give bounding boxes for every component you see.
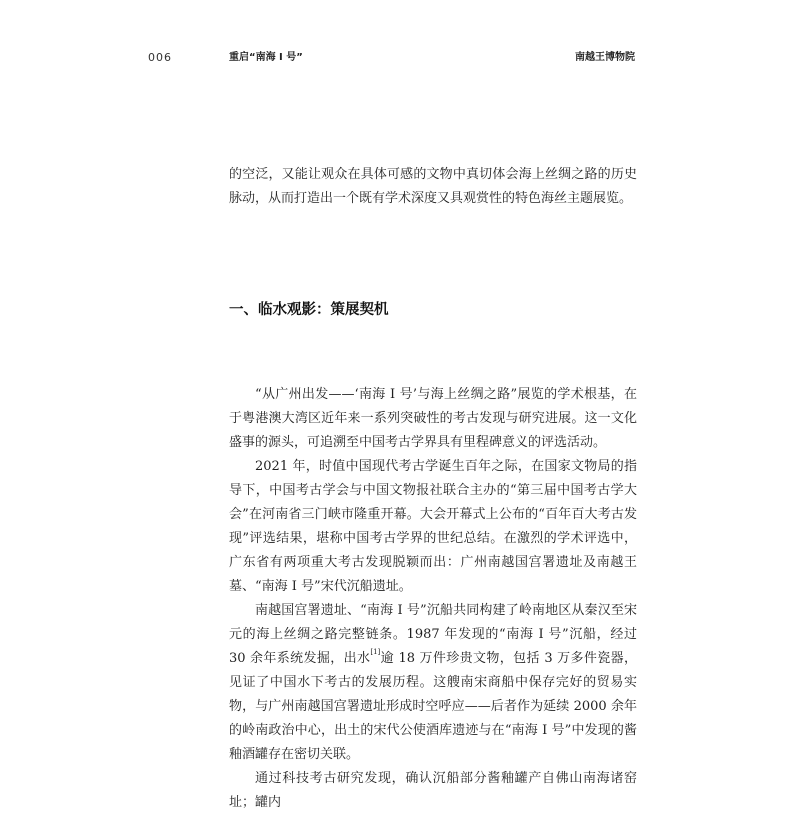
paragraph-3-part-2: 逾 18 万件珍贵文物，包括 3 万多件瓷器，见证了中国水下考古的发展历程。这艘南宋商船中保存完好的贸易实物，与广州南越国宫署遗址形成时空呼应——后者作为延续 2000 余年的岭南政治中心，出土的宋代公使酒库遗迹与在“南海 I 号”中发现的酱釉酒罐存在密切关联。	[229, 651, 637, 762]
section-heading: 一、临水观影：策展契机	[229, 302, 389, 318]
main-text-block	[229, 383, 637, 815]
footnote-mark[interactable]: [1]	[370, 648, 381, 656]
running-organization: 南越王博物院	[575, 52, 635, 63]
paragraph-2: 2021 年，时值中国现代考古学诞生百年之际，在国家文物局的指导下，中国考古学会与中国文物报社联合主办的“第三届中国考古学大会”在河南省三门峡市隆重开幕。大会开幕式上公布的“百年百大考古发现”评选结果，堪称中国考古学界的世纪总结。在激烈的学术评选中，广东省有两项重大考古发现脱颖而出：广州南越国宫署遗址及南越王墓、“南海 I 号”宋代沉船遗址。	[229, 459, 637, 594]
paragraph-3-part-1: 南越国宫署遗址、“南海 I 号”沉船共同构建了岭南地区从秦汉至宋元的海上丝绸之路完整链条。1987 年发现的“南海 I 号”沉船，经过 30 余年系统发掘，出水	[229, 603, 637, 666]
running-title: 重启“南海 I 号”	[229, 52, 303, 63]
paragraph-4: 通过科技考古研究发现，确认沉船部分酱釉罐产自佛山南海诸窑址；罐内	[229, 771, 637, 810]
page-number: 006	[148, 51, 172, 64]
paragraph-3	[229, 599, 637, 767]
intro-paragraph: 的空泛，又能让观众在具体可感的文物中真切体会海上丝绸之路的历史脉动，从而打造出一个既有学术深度又具观赏性的特色海丝主题展览。	[229, 167, 637, 206]
intro-paragraph-block	[229, 163, 637, 211]
paragraph-1: “从广州出发——‘南海 I 号’与海上丝绸之路”展览的学术根基，在于粤港澳大湾区近年来一系列突破性的考古发现与研究进展。这一文化盛事的源头，可追溯至中国考古学界具有里程碑意义的评选活动。	[229, 387, 637, 450]
